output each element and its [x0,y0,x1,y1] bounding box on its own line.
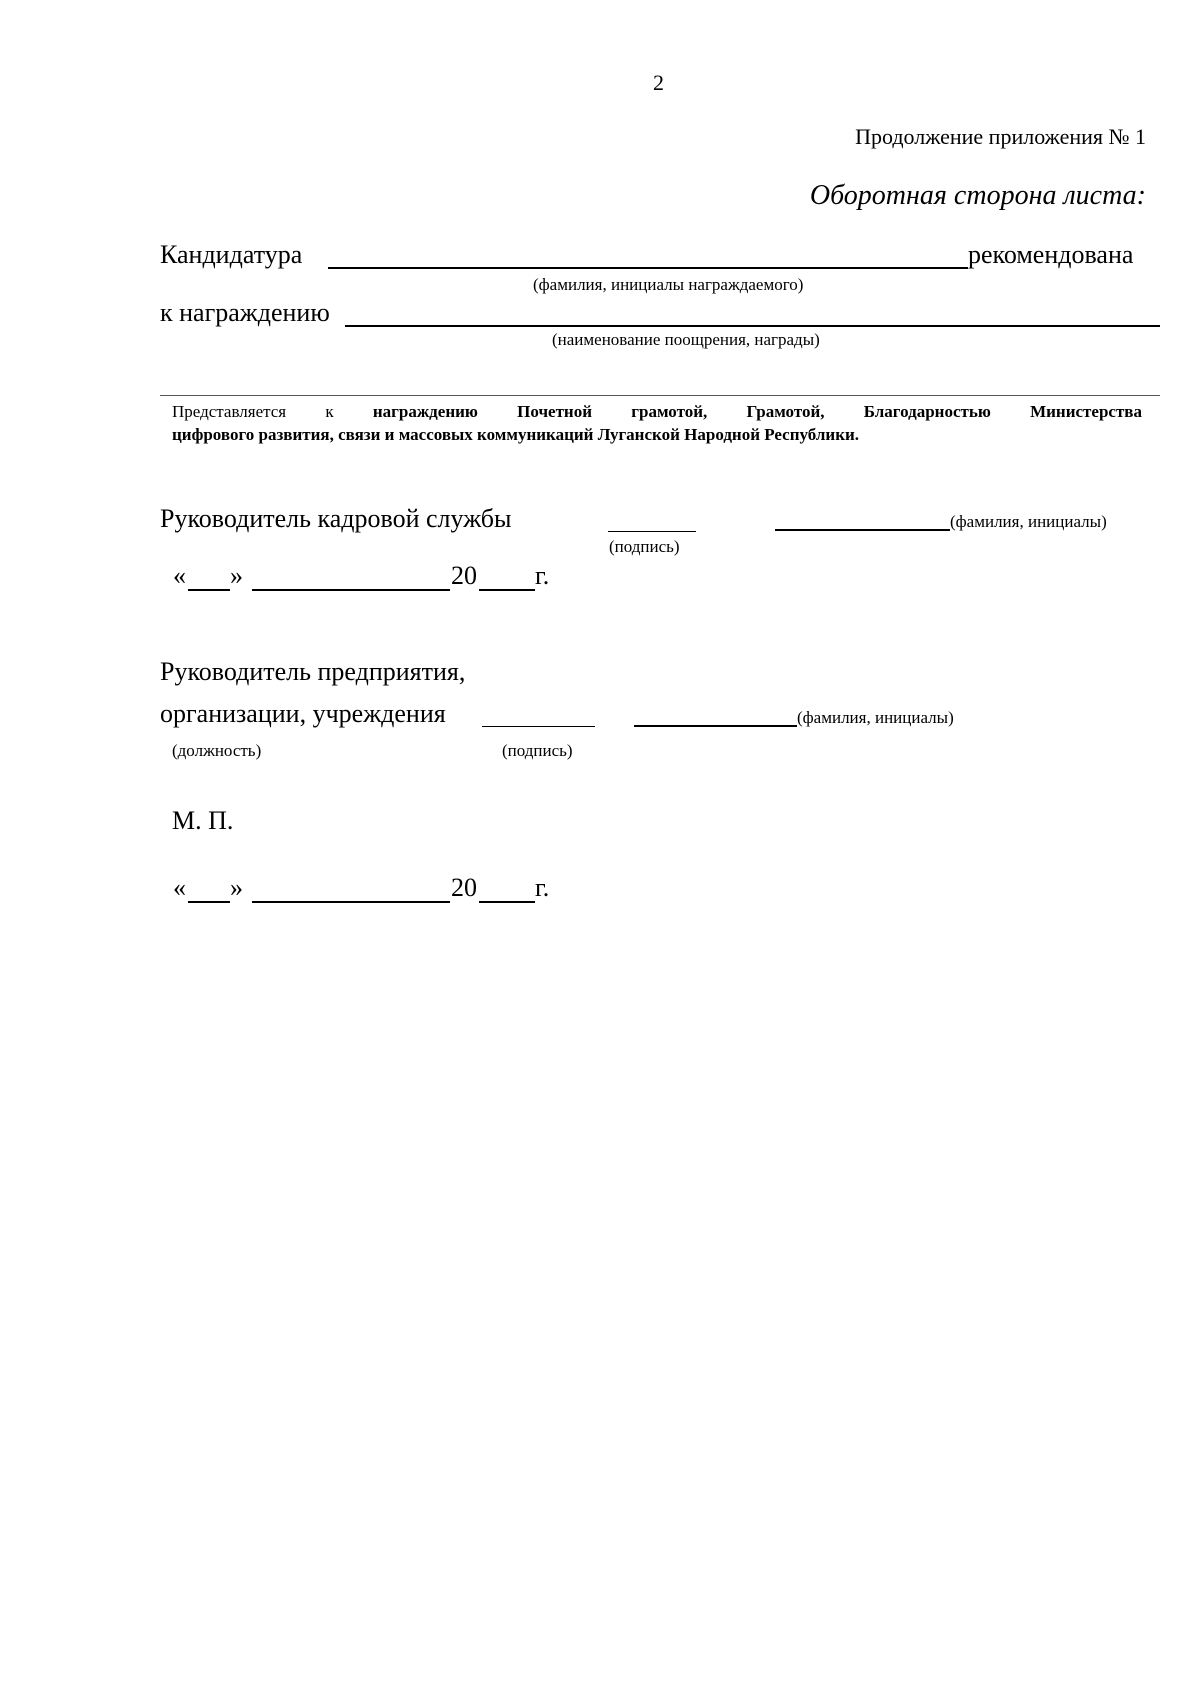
org-name-hint: (фамилия, инициалы) [797,708,954,727]
hr-name-line [775,529,950,531]
date1-day-line [188,589,230,591]
award-name-line [345,325,1160,327]
presented-line-2: цифрового развития, связи и массовых коммуникаций Луганской Народной Республики. [172,425,860,444]
org-signature-hint: (подпись) [502,741,573,760]
hr-signature-line [608,531,696,532]
hr-name-hint: (фамилия, инициалы) [950,512,1107,531]
presented-prefix: Представляется к [172,402,334,421]
reverse-side-heading: Оборотная сторона листа: [809,180,1146,211]
org-head-label-line-1: Руководитель предприятия, [160,657,466,686]
continuation-heading: Продолжение приложения № 1 [855,124,1146,149]
presented-award-text: награждению Почетной грамотой, Грамотой, Благодарностью Министерства [372,402,1142,421]
presented-line-1 [172,401,1142,423]
date2-year-prefix: 20 [451,873,477,902]
award-label: к награждению [160,298,330,327]
hr-head-label: Руководитель кадровой службы [160,504,512,533]
candidacy-label: Кандидатура [160,240,303,269]
award-name-hint: (наименование поощрения, награды) [552,330,820,349]
date2-month-line [252,901,450,903]
date1-year-prefix: 20 [451,561,477,590]
org-signature-line [482,726,595,727]
hr-signature-hint: (подпись) [609,537,680,556]
date2-year-line [479,901,535,903]
date1-year-suffix: г. [535,561,550,590]
stamp-place-label: М. П. [172,806,234,835]
date2-day-line [188,901,230,903]
date1-month-line [252,589,450,591]
date1-close-quote: » [230,561,243,590]
date2-close-quote: » [230,873,243,902]
org-position-hint: (должность) [172,741,262,760]
candidate-name-line [328,267,968,269]
org-name-line [634,725,797,727]
org-head-label-line-2: организации, учреждения [160,699,446,728]
candidate-name-hint: (фамилия, инициалы награждаемого) [533,275,804,294]
date2-year-suffix: г. [535,873,550,902]
page-number: 2 [653,70,664,95]
date1-open-quote: « [173,561,186,590]
date1-year-line [479,589,535,591]
date2-open-quote: « [173,873,186,902]
section-divider [160,395,1160,396]
recommended-label: рекомендована [968,240,1134,269]
